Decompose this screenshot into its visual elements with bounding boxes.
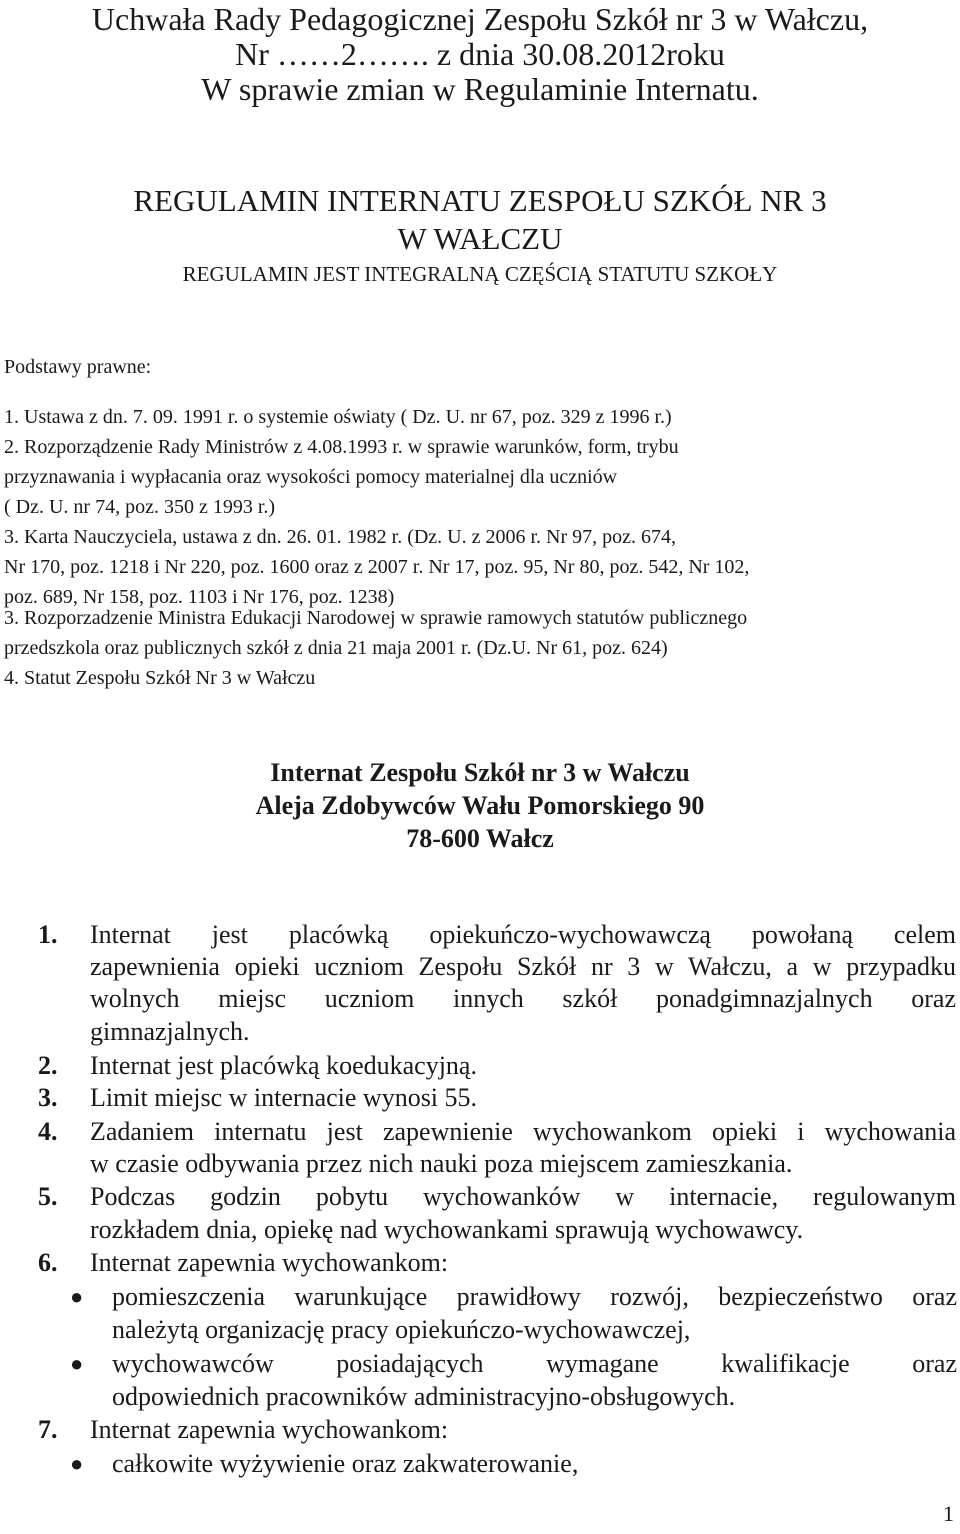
- resolution-title-line-1: Uchwała Rady Pedagogicznej Zespołu Szkół nr 3 w Wałczu,: [91, 1, 869, 37]
- address-line-3: 78-600 Wałcz: [406, 824, 554, 853]
- resolution-title-line-2: Nr ……2……. z dnia 30.08.2012roku: [235, 36, 725, 72]
- legal-basis-line: 3. Karta Nauczyciela, ustawa z dn. 26. 01. 1982 r. (Dz. U. z 2006 r. Nr 97, poz. 674,: [4, 526, 677, 548]
- point-6-bullet-2-line-1: wychowawców posiadających wymagane kwalifikacje oraz: [112, 1349, 957, 1378]
- point-number-5: 5.: [38, 1182, 58, 1211]
- point-6-bullet-1-line-2: należytą organizację pracy opiekuńczo-wychowawczej,: [112, 1315, 691, 1344]
- legal-basis-heading: Podstawy prawne:: [4, 356, 152, 378]
- point-number-3: 3.: [38, 1083, 58, 1112]
- page-number: 1: [943, 1501, 954, 1526]
- legal-basis-line: przedszkola oraz publicznych szkół z dnia 21 maja 2001 r. (Dz.U. Nr 61, poz. 624): [4, 637, 668, 659]
- point-6-bullet-1-line-1: pomieszczenia warunkujące prawidłowy rozwój, bezpieczeństwo oraz: [112, 1282, 957, 1311]
- point-2-text: Internat jest placówką koedukacyjną.: [90, 1051, 477, 1080]
- point-5-text-line-2: rozkładem dnia, opiekę nad wychowankami sprawują wychowawcy.: [90, 1215, 804, 1244]
- legal-basis-line: ( Dz. U. nr 74, poz. 350 z 1993 r.): [4, 496, 276, 518]
- legal-basis-line: 1. Ustawa z dn. 7. 09. 1991 r. o systemie oświaty ( Dz. U. nr 67, poz. 329 z 1996 r.): [4, 406, 672, 428]
- address-line-1: Internat Zespołu Szkół nr 3 w Wałczu: [270, 758, 690, 787]
- legal-basis-line: 4. Statut Zespołu Szkół Nr 3 w Wałczu: [4, 667, 316, 689]
- point-3-text: Limit miejsc w internacie wynosi 55.: [90, 1083, 478, 1112]
- resolution-title-line-3: W sprawie zmian w Regulaminie Internatu.: [201, 71, 759, 107]
- point-number-6: 6.: [38, 1248, 58, 1277]
- point-number-2: 2.: [38, 1051, 58, 1080]
- point-number-7: 7.: [38, 1415, 58, 1444]
- point-number-1: 1.: [38, 920, 58, 949]
- regulation-title-line-2: W WAŁCZU: [397, 221, 563, 256]
- point-1-text-line-3: wolnych miejsc uczniom innych szkół ponadgimnazjalnych oraz: [90, 984, 956, 1013]
- point-number-4: 4.: [38, 1117, 58, 1146]
- bullet-icon: ●: [70, 1284, 84, 1309]
- point-4-text-line-2: w czasie odbywania przez nich nauki poza miejscem zamieszkania.: [90, 1149, 793, 1178]
- regulation-subtitle: REGULAMIN JEST INTEGRALNĄ CZĘŚCIĄ STATUTU SZKOŁY: [182, 262, 778, 286]
- point-6-bullet-2-line-2: odpowiednich pracowników administracyjno-obsługowych.: [112, 1382, 736, 1411]
- point-1-text-line-1: Internat jest placówką opiekuńczo-wychowawczą powołaną celem: [90, 920, 956, 949]
- legal-basis-line: Nr 170, poz. 1218 i Nr 220, poz. 1600 oraz z 2007 r. Nr 17, poz. 95, Nr 80, poz. 542, Nr 102,: [4, 556, 750, 578]
- point-5-text-line-1: Podczas godzin pobytu wychowanków w internacie, regulowanym: [90, 1182, 956, 1211]
- regulation-title-line-1: REGULAMIN INTERNATU ZESPOŁU SZKÓŁ NR 3: [133, 183, 827, 218]
- point-7-bullet-1-line-1: całkowite wyżywienie oraz zakwaterowanie,: [112, 1449, 579, 1478]
- legal-basis-line: przyznawania i wypłacania oraz wysokości pomocy materialnej dla uczniów: [4, 466, 618, 488]
- point-1-text-line-2: zapewnienia opieki uczniom Zespołu Szkół nr 3 w Wałczu, a w przypadku: [90, 952, 956, 981]
- address-line-2: Aleja Zdobywców Wału Pomorskiego 90: [255, 791, 705, 820]
- legal-basis-line: 2. Rozporządzenie Rady Ministrów z 4.08.1993 r. w sprawie warunków, form, trybu: [4, 436, 679, 458]
- point-1-text-line-4: gimnazjalnych.: [90, 1017, 250, 1046]
- point-7-text: Internat zapewnia wychowankom:: [90, 1415, 449, 1444]
- legal-basis-line: 3. Rozporzadzenie Ministra Edukacji Narodowej w sprawie ramowych statutów publicznego: [4, 607, 748, 629]
- point-6-text: Internat zapewnia wychowankom:: [90, 1248, 449, 1277]
- legal-basis-line: poz. 689, Nr 158, poz. 1103 i Nr 176, poz. 1238): [4, 586, 395, 608]
- bullet-icon: ●: [70, 1351, 84, 1376]
- point-4-text-line-1: Zadaniem internatu jest zapewnienie wychowankom opieki i wychowania: [90, 1117, 956, 1146]
- bullet-icon: ●: [70, 1451, 84, 1476]
